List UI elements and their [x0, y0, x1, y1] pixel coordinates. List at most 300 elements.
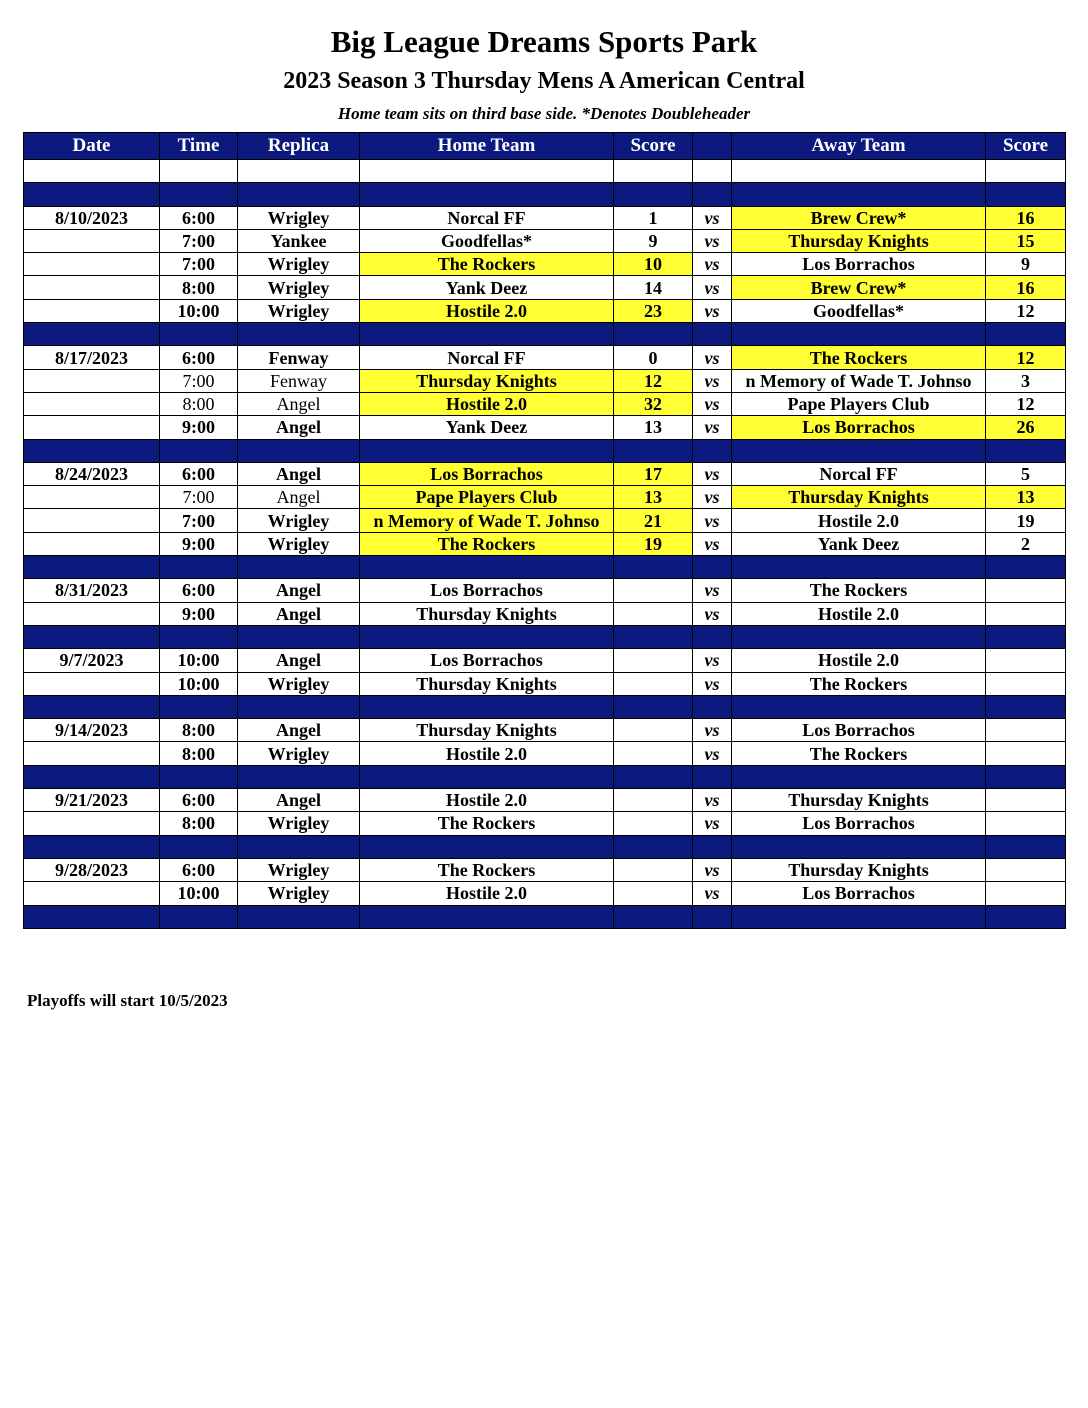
home-score-cell: 9	[614, 229, 693, 252]
empty-cell	[24, 439, 160, 462]
table-row	[24, 416, 1066, 439]
empty-cell	[614, 695, 693, 718]
home-team-cell: Los Borrachos	[360, 649, 614, 672]
empty-cell	[614, 439, 693, 462]
table-row	[24, 299, 1066, 322]
home-score-cell	[614, 602, 693, 625]
column-header-time: Time	[160, 133, 238, 160]
date-cell: 9/7/2023	[24, 649, 160, 672]
vs-cell: vs	[693, 346, 732, 369]
away-score-cell	[986, 649, 1066, 672]
replica-cell: Angel	[238, 602, 360, 625]
replica-cell: Wrigley	[238, 812, 360, 835]
home-score-cell	[614, 719, 693, 742]
date-cell	[24, 509, 160, 532]
vs-cell: vs	[693, 229, 732, 252]
empty-cell	[693, 835, 732, 858]
home-score-cell: 1	[614, 206, 693, 229]
home-team-cell: Thursday Knights	[360, 602, 614, 625]
home-score-cell: 0	[614, 346, 693, 369]
empty-cell	[693, 765, 732, 788]
replica-cell: Angel	[238, 579, 360, 602]
empty-cell	[24, 625, 160, 648]
empty-cell	[24, 835, 160, 858]
date-cell	[24, 602, 160, 625]
date-cell: 8/24/2023	[24, 462, 160, 485]
date-cell	[24, 253, 160, 276]
time-cell: 6:00	[160, 462, 238, 485]
empty-cell	[24, 765, 160, 788]
empty-cell	[238, 323, 360, 346]
empty-cell	[238, 765, 360, 788]
away-team-cell: Hostile 2.0	[732, 602, 986, 625]
away-team-cell: n Memory of Wade T. Johnso	[732, 369, 986, 392]
empty-cell	[986, 835, 1066, 858]
home-score-cell: 17	[614, 462, 693, 485]
replica-cell: Angel	[238, 392, 360, 415]
replica-cell: Wrigley	[238, 276, 360, 299]
empty-cell	[614, 183, 693, 206]
vs-cell: vs	[693, 486, 732, 509]
home-team-cell: Hostile 2.0	[360, 789, 614, 812]
date-cell	[24, 532, 160, 555]
away-team-cell: Brew Crew*	[732, 206, 986, 229]
away-team-cell: Norcal FF	[732, 462, 986, 485]
away-team-cell: Thursday Knights	[732, 229, 986, 252]
empty-cell	[160, 556, 238, 579]
empty-cell	[732, 439, 986, 462]
separator-row	[24, 765, 1066, 788]
empty-cell	[360, 183, 614, 206]
empty-cell	[732, 835, 986, 858]
away-score-cell: 19	[986, 509, 1066, 532]
empty-cell	[614, 160, 693, 183]
table-row	[24, 532, 1066, 555]
empty-cell	[360, 905, 614, 928]
empty-cell	[238, 556, 360, 579]
away-score-cell	[986, 882, 1066, 905]
time-cell: 7:00	[160, 486, 238, 509]
home-score-cell	[614, 742, 693, 765]
table-row	[24, 486, 1066, 509]
home-team-cell: Thursday Knights	[360, 719, 614, 742]
empty-cell	[614, 625, 693, 648]
table-row	[24, 509, 1066, 532]
table-row	[24, 812, 1066, 835]
away-score-cell: 13	[986, 486, 1066, 509]
empty-cell	[614, 905, 693, 928]
replica-cell: Wrigley	[238, 672, 360, 695]
replica-cell: Wrigley	[238, 858, 360, 881]
time-cell: 6:00	[160, 346, 238, 369]
time-cell: 6:00	[160, 858, 238, 881]
table-row	[24, 719, 1066, 742]
vs-cell: vs	[693, 299, 732, 322]
column-header-replica: Replica	[238, 133, 360, 160]
away-team-cell: Thursday Knights	[732, 486, 986, 509]
away-score-cell: 9	[986, 253, 1066, 276]
home-score-cell: 13	[614, 416, 693, 439]
empty-cell	[986, 695, 1066, 718]
empty-cell	[160, 695, 238, 718]
date-cell	[24, 812, 160, 835]
schedule-subtitle: 2023 Season 3 Thursday Mens A American Central	[283, 68, 805, 94]
empty-cell	[360, 765, 614, 788]
date-cell: 9/21/2023	[24, 789, 160, 812]
date-cell: 9/28/2023	[24, 858, 160, 881]
empty-cell	[986, 183, 1066, 206]
date-cell: 8/10/2023	[24, 206, 160, 229]
away-team-cell: Thursday Knights	[732, 789, 986, 812]
empty-cell	[614, 323, 693, 346]
empty-cell	[238, 905, 360, 928]
time-cell: 8:00	[160, 719, 238, 742]
empty-cell	[732, 695, 986, 718]
date-cell: 9/14/2023	[24, 719, 160, 742]
separator-row	[24, 183, 1066, 206]
home-score-cell: 14	[614, 276, 693, 299]
vs-cell: vs	[693, 369, 732, 392]
empty-cell	[238, 625, 360, 648]
table-row	[24, 346, 1066, 369]
replica-cell: Angel	[238, 462, 360, 485]
vs-cell: vs	[693, 392, 732, 415]
separator-row	[24, 835, 1066, 858]
date-cell: 8/17/2023	[24, 346, 160, 369]
away-score-cell: 2	[986, 532, 1066, 555]
empty-cell	[614, 765, 693, 788]
table-row	[24, 206, 1066, 229]
vs-cell: vs	[693, 276, 732, 299]
time-cell: 7:00	[160, 229, 238, 252]
home-score-cell	[614, 858, 693, 881]
away-score-cell: 12	[986, 346, 1066, 369]
separator-row	[24, 439, 1066, 462]
playoffs-note: Playoffs will start 10/5/2023	[27, 991, 228, 1010]
empty-cell	[238, 183, 360, 206]
page-title: Big League Dreams Sports Park	[330, 24, 758, 59]
home-team-cell: n Memory of Wade T. Johnso	[360, 509, 614, 532]
empty-cell	[238, 695, 360, 718]
empty-cell	[732, 183, 986, 206]
home-team-cell: Pape Players Club	[360, 486, 614, 509]
separator-row	[24, 905, 1066, 928]
home-score-cell	[614, 812, 693, 835]
home-team-cell: Norcal FF	[360, 206, 614, 229]
table-row	[24, 789, 1066, 812]
table-row	[24, 858, 1066, 881]
away-score-cell: 12	[986, 299, 1066, 322]
empty-cell	[693, 439, 732, 462]
vs-cell: vs	[693, 649, 732, 672]
replica-cell: Wrigley	[238, 882, 360, 905]
home-team-cell: Yank Deez	[360, 276, 614, 299]
date-cell	[24, 882, 160, 905]
time-cell: 9:00	[160, 532, 238, 555]
empty-cell	[986, 905, 1066, 928]
empty-cell	[360, 160, 614, 183]
table-row	[24, 579, 1066, 602]
vs-cell: vs	[693, 253, 732, 276]
separator-row	[24, 625, 1066, 648]
date-cell	[24, 486, 160, 509]
home-score-cell	[614, 649, 693, 672]
home-team-cell: Goodfellas*	[360, 229, 614, 252]
separator-row	[24, 323, 1066, 346]
away-score-cell: 15	[986, 229, 1066, 252]
table-row	[24, 276, 1066, 299]
time-cell: 7:00	[160, 369, 238, 392]
away-team-cell: Hostile 2.0	[732, 649, 986, 672]
home-team-cell: The Rockers	[360, 858, 614, 881]
date-cell	[24, 416, 160, 439]
away-score-cell	[986, 672, 1066, 695]
empty-cell	[693, 695, 732, 718]
vs-cell: vs	[693, 789, 732, 812]
empty-cell	[732, 905, 986, 928]
empty-cell	[693, 625, 732, 648]
replica-cell: Wrigley	[238, 206, 360, 229]
replica-cell: Wrigley	[238, 299, 360, 322]
empty-cell	[986, 439, 1066, 462]
home-team-cell: Thursday Knights	[360, 369, 614, 392]
replica-cell: Fenway	[238, 346, 360, 369]
home-score-cell	[614, 789, 693, 812]
replica-cell: Angel	[238, 789, 360, 812]
column-header-home-score: Score	[614, 133, 693, 160]
replica-cell: Fenway	[238, 369, 360, 392]
empty-cell	[986, 160, 1066, 183]
vs-cell: vs	[693, 206, 732, 229]
home-team-cell: The Rockers	[360, 812, 614, 835]
time-cell: 9:00	[160, 416, 238, 439]
replica-cell: Wrigley	[238, 742, 360, 765]
column-header-vs	[693, 133, 732, 160]
time-cell: 7:00	[160, 253, 238, 276]
empty-cell	[360, 556, 614, 579]
replica-cell: Yankee	[238, 229, 360, 252]
vs-cell: vs	[693, 602, 732, 625]
time-cell: 6:00	[160, 579, 238, 602]
away-team-cell: Brew Crew*	[732, 276, 986, 299]
home-team-cell: Thursday Knights	[360, 672, 614, 695]
home-team-cell: Los Borrachos	[360, 579, 614, 602]
replica-cell: Wrigley	[238, 532, 360, 555]
column-header-away-score: Score	[986, 133, 1066, 160]
time-cell: 7:00	[160, 509, 238, 532]
empty-cell	[693, 183, 732, 206]
home-score-cell	[614, 579, 693, 602]
date-cell	[24, 299, 160, 322]
schedule-note: Home team sits on third base side. *Denotes Doubleheader	[337, 104, 751, 123]
vs-cell: vs	[693, 719, 732, 742]
away-team-cell: Los Borrachos	[732, 253, 986, 276]
away-team-cell: Goodfellas*	[732, 299, 986, 322]
empty-cell	[24, 905, 160, 928]
home-score-cell: 21	[614, 509, 693, 532]
vs-cell: vs	[693, 672, 732, 695]
away-score-cell: 3	[986, 369, 1066, 392]
empty-cell	[360, 323, 614, 346]
empty-cell	[24, 695, 160, 718]
home-team-cell: Yank Deez	[360, 416, 614, 439]
table-row	[24, 253, 1066, 276]
replica-cell: Angel	[238, 649, 360, 672]
empty-cell	[986, 625, 1066, 648]
table-row	[24, 672, 1066, 695]
empty-cell	[238, 160, 360, 183]
separator-row	[24, 695, 1066, 718]
away-score-cell	[986, 719, 1066, 742]
away-score-cell	[986, 742, 1066, 765]
table-row	[24, 369, 1066, 392]
away-score-cell	[986, 789, 1066, 812]
empty-cell	[693, 905, 732, 928]
vs-cell: vs	[693, 462, 732, 485]
replica-cell: Angel	[238, 416, 360, 439]
blank-row	[24, 160, 1066, 183]
table-row	[24, 392, 1066, 415]
away-team-cell: Thursday Knights	[732, 858, 986, 881]
home-score-cell: 12	[614, 369, 693, 392]
column-header-away-team: Away Team	[732, 133, 986, 160]
time-cell: 10:00	[160, 672, 238, 695]
empty-cell	[360, 625, 614, 648]
time-cell: 9:00	[160, 602, 238, 625]
time-cell: 8:00	[160, 812, 238, 835]
vs-cell: vs	[693, 742, 732, 765]
away-team-cell: Yank Deez	[732, 532, 986, 555]
away-score-cell	[986, 858, 1066, 881]
table-row	[24, 602, 1066, 625]
home-score-cell: 13	[614, 486, 693, 509]
away-team-cell: The Rockers	[732, 742, 986, 765]
empty-cell	[732, 625, 986, 648]
away-team-cell: The Rockers	[732, 579, 986, 602]
vs-cell: vs	[693, 812, 732, 835]
empty-cell	[160, 835, 238, 858]
date-cell	[24, 742, 160, 765]
away-score-cell	[986, 812, 1066, 835]
away-score-cell: 16	[986, 206, 1066, 229]
vs-cell: vs	[693, 882, 732, 905]
vs-cell: vs	[693, 416, 732, 439]
away-score-cell	[986, 579, 1066, 602]
date-cell	[24, 392, 160, 415]
time-cell: 6:00	[160, 789, 238, 812]
away-score-cell: 16	[986, 276, 1066, 299]
empty-cell	[24, 160, 160, 183]
home-team-cell: Hostile 2.0	[360, 392, 614, 415]
empty-cell	[360, 695, 614, 718]
empty-cell	[24, 556, 160, 579]
time-cell: 10:00	[160, 882, 238, 905]
date-cell	[24, 229, 160, 252]
empty-cell	[160, 183, 238, 206]
empty-cell	[732, 323, 986, 346]
away-team-cell: Los Borrachos	[732, 416, 986, 439]
empty-cell	[160, 160, 238, 183]
empty-cell	[693, 556, 732, 579]
empty-cell	[160, 625, 238, 648]
home-score-cell: 32	[614, 392, 693, 415]
away-team-cell: Los Borrachos	[732, 719, 986, 742]
table-header-row	[24, 133, 1066, 160]
empty-cell	[160, 905, 238, 928]
empty-cell	[986, 765, 1066, 788]
empty-cell	[24, 183, 160, 206]
empty-cell	[732, 556, 986, 579]
time-cell: 8:00	[160, 392, 238, 415]
empty-cell	[986, 556, 1066, 579]
home-score-cell	[614, 672, 693, 695]
away-score-cell: 5	[986, 462, 1066, 485]
home-score-cell: 19	[614, 532, 693, 555]
time-cell: 8:00	[160, 276, 238, 299]
table-row	[24, 742, 1066, 765]
time-cell: 10:00	[160, 649, 238, 672]
date-cell	[24, 276, 160, 299]
date-cell: 8/31/2023	[24, 579, 160, 602]
table-row	[24, 462, 1066, 485]
schedule-table	[23, 132, 1066, 929]
home-score-cell	[614, 882, 693, 905]
schedule-body	[24, 160, 1066, 929]
home-team-cell: The Rockers	[360, 253, 614, 276]
time-cell: 8:00	[160, 742, 238, 765]
home-team-cell: Hostile 2.0	[360, 299, 614, 322]
separator-row	[24, 556, 1066, 579]
table-row	[24, 882, 1066, 905]
empty-cell	[160, 323, 238, 346]
home-team-cell: Norcal FF	[360, 346, 614, 369]
home-team-cell: Hostile 2.0	[360, 882, 614, 905]
date-cell	[24, 369, 160, 392]
empty-cell	[614, 835, 693, 858]
time-cell: 6:00	[160, 206, 238, 229]
empty-cell	[360, 439, 614, 462]
away-score-cell	[986, 602, 1066, 625]
vs-cell: vs	[693, 532, 732, 555]
away-team-cell: The Rockers	[732, 672, 986, 695]
replica-cell: Angel	[238, 719, 360, 742]
table-row	[24, 649, 1066, 672]
empty-cell	[732, 765, 986, 788]
column-header-home-team: Home Team	[360, 133, 614, 160]
vs-cell: vs	[693, 509, 732, 532]
empty-cell	[693, 323, 732, 346]
column-header-date: Date	[24, 133, 160, 160]
vs-cell: vs	[693, 579, 732, 602]
away-team-cell: Los Borrachos	[732, 882, 986, 905]
away-team-cell: Hostile 2.0	[732, 509, 986, 532]
away-team-cell: Los Borrachos	[732, 812, 986, 835]
empty-cell	[160, 439, 238, 462]
replica-cell: Wrigley	[238, 253, 360, 276]
table-row	[24, 229, 1066, 252]
away-team-cell: Pape Players Club	[732, 392, 986, 415]
empty-cell	[732, 160, 986, 183]
empty-cell	[24, 323, 160, 346]
away-score-cell: 26	[986, 416, 1066, 439]
empty-cell	[360, 835, 614, 858]
vs-cell: vs	[693, 858, 732, 881]
empty-cell	[614, 556, 693, 579]
time-cell: 10:00	[160, 299, 238, 322]
away-score-cell: 12	[986, 392, 1066, 415]
home-team-cell: Hostile 2.0	[360, 742, 614, 765]
away-team-cell: The Rockers	[732, 346, 986, 369]
